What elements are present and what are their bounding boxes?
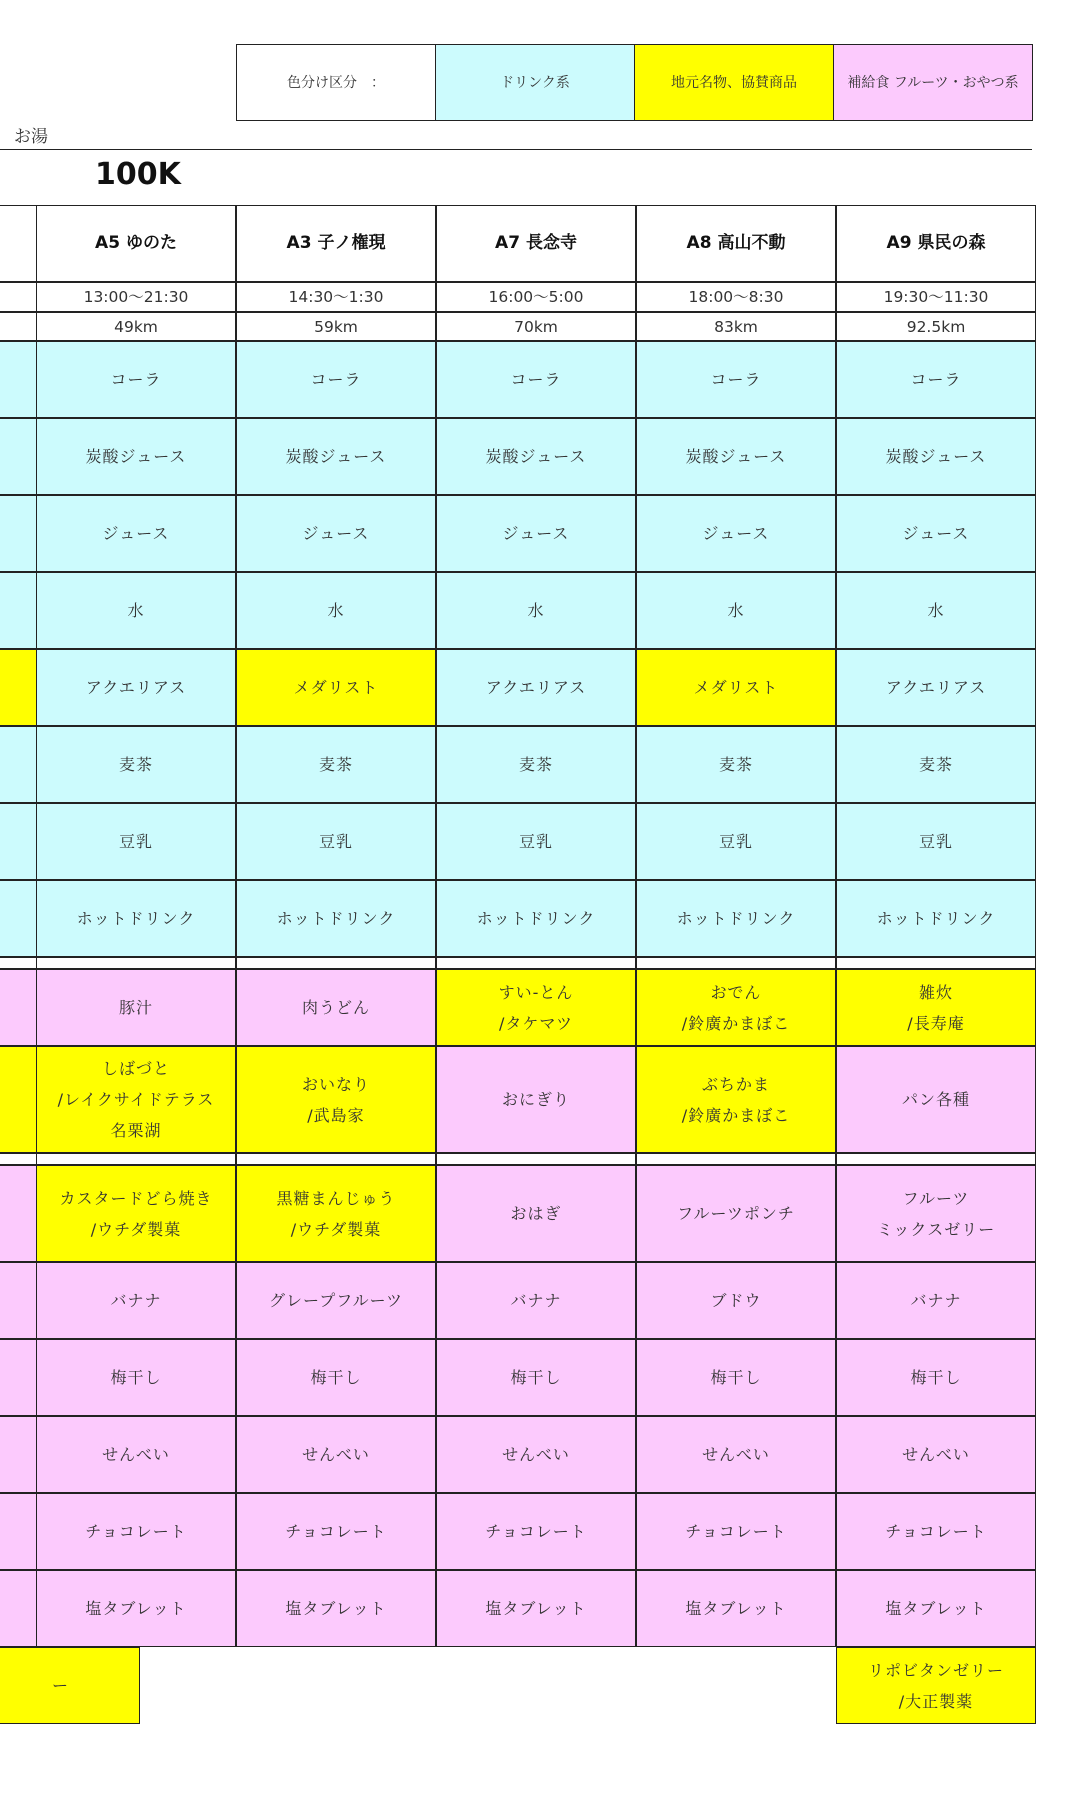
station-hours: 18:00〜8:30 xyxy=(636,282,836,312)
menu-item-cell: 黒糖まんじゅう /ウチダ製菓 xyxy=(236,1165,436,1262)
partial-column-cell: ー xyxy=(0,1647,140,1724)
station-distance: 83km xyxy=(636,312,836,341)
menu-item-cell: コーラ xyxy=(436,341,636,418)
menu-item-cell: ホットドリンク xyxy=(636,880,836,957)
menu-item-cell: ぶちかま /鈴廣かまぼこ xyxy=(636,1046,836,1153)
menu-item-cell: 水 xyxy=(836,572,1036,649)
color-legend xyxy=(236,44,1033,121)
menu-item-cell: 水 xyxy=(636,572,836,649)
menu-item-cell: 豆乳 xyxy=(236,803,436,880)
menu-item-cell: チョコレート xyxy=(836,1493,1036,1570)
station-hours: 14:30〜1:30 xyxy=(236,282,436,312)
separator-cell xyxy=(836,1153,1036,1165)
menu-item-cell: 麦茶 xyxy=(236,726,436,803)
menu-item-cell: チョコレート xyxy=(436,1493,636,1570)
menu-item-cell: 炭酸ジュース xyxy=(236,418,436,495)
menu-item-cell: 雑炊 /長寿庵 xyxy=(836,969,1036,1046)
station-hours: 16:00〜5:00 xyxy=(436,282,636,312)
menu-item-cell: 梅干し xyxy=(236,1339,436,1416)
menu-item-cell: おでん /鈴廣かまぼこ xyxy=(636,969,836,1046)
menu-item-cell: おいなり /武島家 xyxy=(236,1046,436,1153)
menu-item-cell: 塩タブレット xyxy=(36,1570,236,1647)
menu-item-cell: コーラ xyxy=(636,341,836,418)
menu-item-cell: 塩タブレット xyxy=(436,1570,636,1647)
station-distance: 70km xyxy=(436,312,636,341)
menu-item-cell: 豚汁 xyxy=(36,969,236,1046)
menu-item-cell: せんべい xyxy=(436,1416,636,1493)
menu-item-cell: 梅干し xyxy=(36,1339,236,1416)
menu-item-cell: ジュース xyxy=(436,495,636,572)
menu-item-cell: ジュース xyxy=(636,495,836,572)
menu-item-cell: アクエリアス xyxy=(836,649,1036,726)
station-header: A5 ゆのた xyxy=(36,205,236,282)
menu-item-cell: コーラ xyxy=(236,341,436,418)
menu-item-cell: バナナ xyxy=(836,1262,1036,1339)
menu-item-cell: 豆乳 xyxy=(36,803,236,880)
menu-item-cell: 麦茶 xyxy=(636,726,836,803)
station-header: A3 子ノ権現 xyxy=(236,205,436,282)
menu-item-cell: 麦茶 xyxy=(436,726,636,803)
menu-item-cell: 豆乳 xyxy=(836,803,1036,880)
station-distance: 59km xyxy=(236,312,436,341)
menu-item-cell: しばづと /レイクサイドテラス 名栗湖 xyxy=(36,1046,236,1153)
station-distance: 92.5km xyxy=(836,312,1036,341)
menu-item-cell: 梅干し xyxy=(836,1339,1036,1416)
menu-item-cell: 豆乳 xyxy=(636,803,836,880)
menu-item-cell: ホットドリンク xyxy=(36,880,236,957)
menu-item-cell: グレープフルーツ xyxy=(236,1262,436,1339)
menu-item-cell: 塩タブレット xyxy=(636,1570,836,1647)
menu-item-cell: 麦茶 xyxy=(36,726,236,803)
menu-item-cell: ジュース xyxy=(36,495,236,572)
menu-item-cell: ブドウ xyxy=(636,1262,836,1339)
menu-item-cell: せんべい xyxy=(236,1416,436,1493)
separator-cell xyxy=(236,1153,436,1165)
menu-item-cell: ジュース xyxy=(236,495,436,572)
separator-cell xyxy=(636,957,836,969)
menu-item-cell: バナナ xyxy=(36,1262,236,1339)
menu-item-cell: 水 xyxy=(436,572,636,649)
station-header: A9 県民の森 xyxy=(836,205,1036,282)
separator-cell xyxy=(36,1153,236,1165)
menu-item-cell: 炭酸ジュース xyxy=(36,418,236,495)
separator-cell xyxy=(436,1153,636,1165)
menu-item-cell: コーラ xyxy=(36,341,236,418)
menu-item-cell: アクエリアス xyxy=(436,649,636,726)
menu-item-cell: せんべい xyxy=(36,1416,236,1493)
menu-item-cell: バナナ xyxy=(436,1262,636,1339)
separator-cell xyxy=(236,957,436,969)
race-title: 100K xyxy=(95,157,181,192)
station-hours: 13:00〜21:30 xyxy=(36,282,236,312)
menu-item-cell: 炭酸ジュース xyxy=(636,418,836,495)
menu-item-cell: 塩タブレット xyxy=(836,1570,1036,1647)
menu-item-cell: おはぎ xyxy=(436,1165,636,1262)
menu-item-cell: 炭酸ジュース xyxy=(836,418,1036,495)
legend-label: 色分け区分 ： xyxy=(287,74,385,91)
station-header: A7 長念寺 xyxy=(436,205,636,282)
menu-item-cell: おにぎり xyxy=(436,1046,636,1153)
menu-item-cell: せんべい xyxy=(836,1416,1036,1493)
menu-item-cell: チョコレート xyxy=(636,1493,836,1570)
separator-cell xyxy=(36,957,236,969)
menu-item-cell: 水 xyxy=(36,572,236,649)
divider-line xyxy=(0,149,1032,150)
menu-item-cell: コーラ xyxy=(836,341,1036,418)
legend-drink: ドリンク系 xyxy=(435,45,634,120)
menu-item-cell: メダリスト xyxy=(636,649,836,726)
station-header: A8 高山不動 xyxy=(636,205,836,282)
menu-item-cell: チョコレート xyxy=(36,1493,236,1570)
menu-item-cell: フルーツポンチ xyxy=(636,1165,836,1262)
menu-item-cell: 水 xyxy=(236,572,436,649)
menu-item-cell: ホットドリンク xyxy=(236,880,436,957)
menu-item-cell: フルーツ ミックスゼリー xyxy=(836,1165,1036,1262)
menu-item-cell: 肉うどん xyxy=(236,969,436,1046)
menu-item-cell: ジュース xyxy=(836,495,1036,572)
menu-item-cell: リポビタンゼリー /大正製薬 xyxy=(836,1647,1036,1724)
legend-local: 地元名物、協賛商品 xyxy=(634,45,833,120)
menu-item-cell: チョコレート xyxy=(236,1493,436,1570)
menu-item-cell: 梅干し xyxy=(436,1339,636,1416)
menu-item-cell: カスタードどら焼き /ウチダ製菓 xyxy=(36,1165,236,1262)
menu-item-cell: 塩タブレット xyxy=(236,1570,436,1647)
menu-item-cell: ホットドリンク xyxy=(836,880,1036,957)
menu-item-cell: 炭酸ジュース xyxy=(436,418,636,495)
legend-food: 補給食 フルーツ・おやつ系 xyxy=(833,45,1032,120)
separator-cell xyxy=(836,957,1036,969)
menu-item-cell: 麦茶 xyxy=(836,726,1036,803)
separator-cell xyxy=(436,957,636,969)
menu-item-cell: アクエリアス xyxy=(36,649,236,726)
menu-item-cell: メダリスト xyxy=(236,649,436,726)
station-distance: 49km xyxy=(36,312,236,341)
menu-item-cell: すい-とん /タケマツ xyxy=(436,969,636,1046)
menu-item-cell: せんべい xyxy=(636,1416,836,1493)
menu-item-cell: ホットドリンク xyxy=(436,880,636,957)
hot-water-note: お湯 xyxy=(14,127,48,147)
menu-item-cell: 梅干し xyxy=(636,1339,836,1416)
separator-cell xyxy=(636,1153,836,1165)
menu-item-cell: 豆乳 xyxy=(436,803,636,880)
menu-item-cell: パン各種 xyxy=(836,1046,1036,1153)
station-hours: 19:30〜11:30 xyxy=(836,282,1036,312)
